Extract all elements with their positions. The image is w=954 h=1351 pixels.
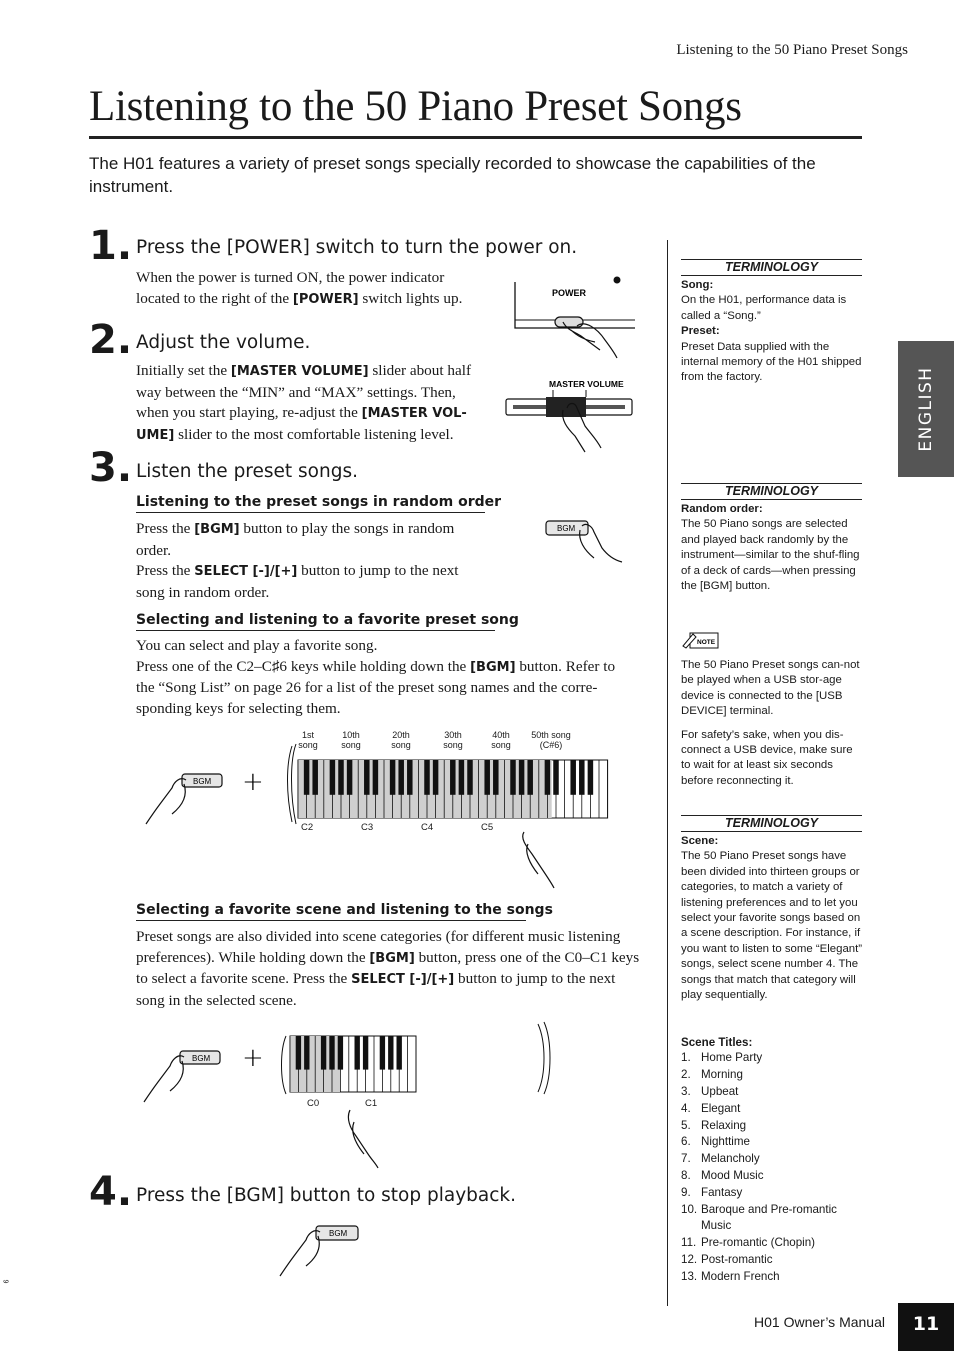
random-order-body: Press the [BGM] button to play the songs in random order. Press the SELECT [-]/[+] button to jump to the next song in random order. <box>136 520 459 601</box>
step-1-body: When the power is turned ON, the power indicator located to the right of the [POWER] switch lights up. <box>136 269 463 307</box>
page-number-box <box>898 1303 954 1351</box>
bgm-button-illustration-4 <box>278 1220 368 1280</box>
note-icon <box>681 630 721 650</box>
plus-sign: + <box>242 767 264 797</box>
step-2-number: 2. <box>89 317 133 363</box>
song-label-30th: 30th song <box>443 730 463 750</box>
svg-text:BGM: BGM <box>192 1054 211 1063</box>
language-tab <box>898 341 954 477</box>
scene-title-item: 12. Post-romantic <box>681 1252 773 1266</box>
master-volume-illustration <box>505 378 640 458</box>
finger-icon <box>523 832 554 888</box>
terminology-bar-2: TERMINOLOGY <box>681 483 862 500</box>
master-volume-label: MASTER VOLUME <box>549 379 624 389</box>
random-order-subheading: Listening to the preset songs in random order <box>136 494 485 513</box>
step-3-heading: Listen the preset songs. <box>136 461 358 482</box>
scene-title-item: 3. Upbeat <box>681 1085 739 1098</box>
intro-paragraph: The H01 features a variety of preset songs specially recorded to showcase the capabilities of the instrument. <box>89 154 816 196</box>
octave-label-c4: C4 <box>421 822 434 833</box>
favorite-song-body: You can select and play a favorite song. Press one of the C2–C♯6 keys while holding down the [BGM] button. Refer to the “Song List” on page 26 for a list of the preset song names and the corre-sponding keys for selecting them. <box>136 637 616 717</box>
scene-title-item: 9. Fantasy <box>681 1185 743 1199</box>
page-number: 11 <box>912 1313 940 1335</box>
page-title: Listening to the 50 Piano Preset Songs <box>89 83 742 130</box>
scene-title-item: 5. Relaxing <box>681 1118 747 1132</box>
step-2-body: Initially set the [MASTER VOLUME] slider about half way between the “MIN” and “MAX” settings. Then, when you start playing, re-adjust the [MASTER VOL-UME] slider to the most comfortable listening level. <box>136 362 472 443</box>
hand-icon <box>144 1056 184 1102</box>
sidebar-note: The 50 Piano Preset songs can-not be played when a USB stor-age device is connected to the [USB DEVICE] terminal. For safety’s sake, when you dis-connect a USB device, make sure to wait for at least six seconds before reconnecting it. <box>681 659 860 787</box>
octave-label-c5: C5 <box>481 822 494 833</box>
scene-key-label-c1: C1 <box>365 1098 378 1109</box>
terminology-bar-1: TERMINOLOGY <box>681 259 862 276</box>
sidebar-song-preset: Song: On the H01, performance data is called a “Song.” Preset: Preset Data supplied with the internal memory of the H01 shipped from the factory. <box>681 279 862 384</box>
scene-title-item: 7. Melancholy <box>681 1152 760 1166</box>
running-head: Listening to the 50 Piano Preset Songs <box>676 42 908 58</box>
step-1-heading: Press the [POWER] switch to turn the power on. <box>136 237 578 258</box>
step-4-heading: Press the [BGM] button to stop playback. <box>136 1185 516 1206</box>
footer-manual-name: H01 Owner’s Manual <box>754 1314 885 1330</box>
scene-titles-list <box>681 1050 863 1285</box>
favorite-song-subheading: Selecting and listening to a favorite preset song <box>136 612 495 631</box>
song-keyboard-illustration <box>140 726 640 891</box>
svg-text:BGM: BGM <box>557 524 576 533</box>
finger-icon <box>348 1110 378 1168</box>
song-label-1st: 1st song <box>298 730 318 750</box>
sidebar-random-order: Random order: The 50 Piano songs are selected and played back randomly by the instrument—similar to the shuf-fling of a deck of cards—when pressing the [BGM] button. <box>681 503 860 593</box>
scene-title-item: 6. Nighttime <box>681 1135 750 1149</box>
step-4-number: 4. <box>89 1169 133 1215</box>
power-label: POWER <box>552 288 587 298</box>
terminology-bar-3: TERMINOLOGY <box>681 815 862 832</box>
song-label-20th: 20th song <box>391 730 411 750</box>
scene-title-item: 4. Elegant <box>681 1101 741 1115</box>
sidebar-scene-titles: Scene Titles: 1. Home Party 2. Morning 3. Upbeat 4. Elegant 5. Relaxing 6. Nighttime 7. Melancholy 8. Mood Music 9. Fantasy 10. Baroque and Pre-romantic Music 11. Pre-romantic (Chopin) 12. Post-romantic 13. Modern French <box>681 1035 863 1286</box>
title-rule <box>89 136 862 139</box>
margin-mark: 9 <box>1 1279 9 1284</box>
power-switch-illustration <box>505 270 640 360</box>
scene-title-item: 13. Modern French <box>681 1269 780 1283</box>
hand-icon <box>146 779 186 824</box>
keyboard-keys <box>298 760 608 818</box>
scene-title-item: 8. Mood Music <box>681 1168 764 1182</box>
keyboard-keys <box>290 1036 416 1092</box>
octave-label-c2: C2 <box>301 822 314 833</box>
octave-label-c3: C3 <box>361 822 374 833</box>
language-tab-label: ENGLISH <box>916 366 936 452</box>
favorite-scene-subheading: Selecting a favorite scene and listening to the songs <box>136 902 526 921</box>
step-1-number: 1. <box>89 223 133 269</box>
bgm-button-illustration-1 <box>544 516 634 566</box>
song-label-10th: 10th song <box>341 730 361 750</box>
scene-keyboard-illustration <box>140 1020 560 1170</box>
svg-text:BGM: BGM <box>329 1229 348 1238</box>
scene-title-item: 2. Morning <box>681 1068 743 1082</box>
scene-title-item: 10. Baroque and Pre-romantic Music <box>681 1202 837 1233</box>
hand-icon <box>280 1231 320 1276</box>
step-3-number: 3. <box>89 445 133 491</box>
song-label-50th: 50th song (C#6) <box>531 730 571 750</box>
power-indicator-icon <box>614 277 621 284</box>
svg-text:NOTE: NOTE <box>697 639 716 646</box>
svg-text:BGM: BGM <box>193 777 212 786</box>
column-divider <box>667 240 668 1306</box>
sidebar-scene: Scene: The 50 Piano Preset songs have been divided into thirteen groups or categories, to match a variety of listening preferences and to let you select your favorite songs based on a scene description. For instance, if you want to listen to some “Elegant” songs, select scene number 4. The songs that match that category will play sequentially. <box>681 835 863 1002</box>
plus-sign: + <box>242 1043 264 1073</box>
song-label-40th: 40th song <box>491 730 511 750</box>
scene-key-label-c0: C0 <box>307 1098 320 1109</box>
scene-title-item: 11. Pre-romantic (Chopin) <box>681 1236 816 1250</box>
step-2-heading: Adjust the volume. <box>136 332 311 353</box>
favorite-scene-body: Preset songs are also divided into scene categories (for different music listening preferences). While holding down the [BGM] button, press one of the C0–C1 keys to select a favorite scene. Press the SELECT [-]/[+] button to jump to the next song in the selected scene. <box>136 928 640 1009</box>
scene-title-item: 1. Home Party <box>681 1051 763 1065</box>
